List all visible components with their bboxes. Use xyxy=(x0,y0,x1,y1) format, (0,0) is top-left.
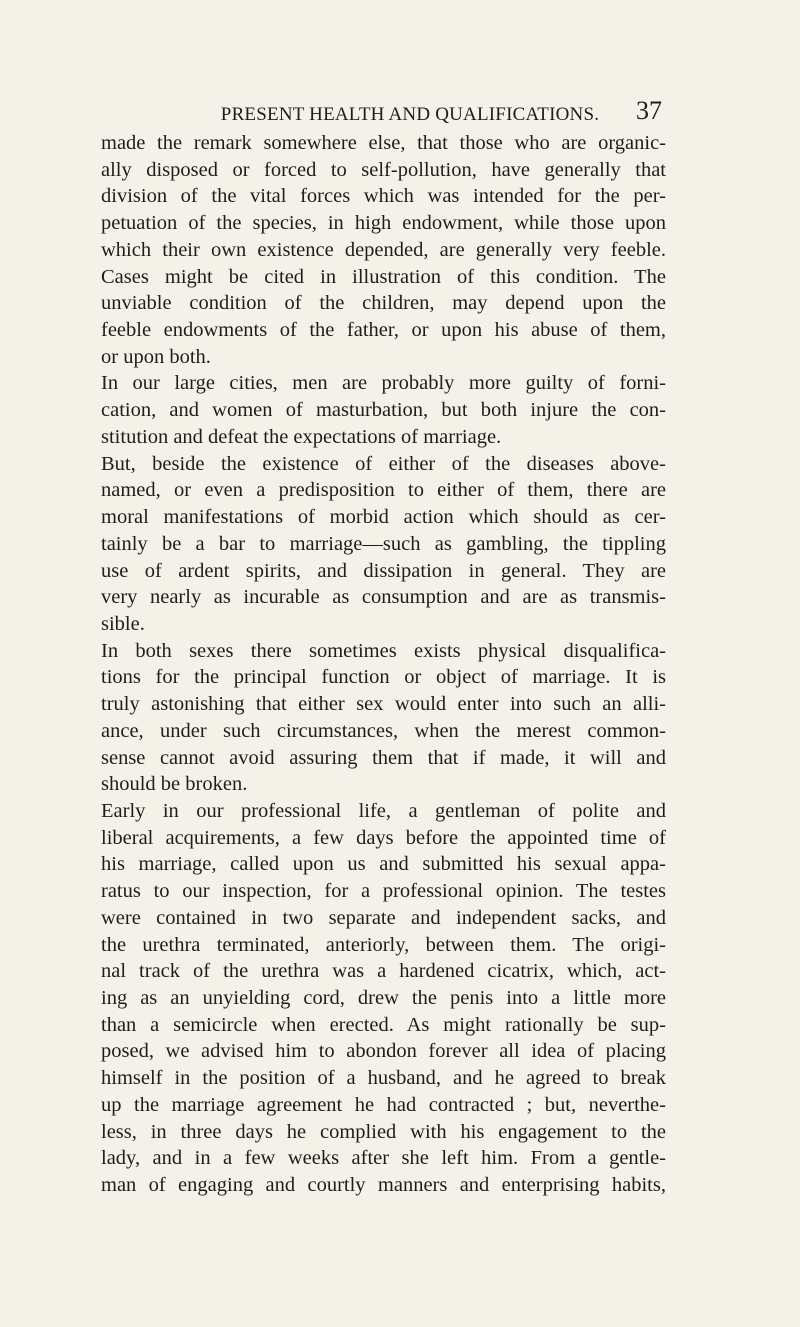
text-line: posed, we advised him to abondon forever all idea of placing xyxy=(101,1040,666,1063)
text-line: should be broken. xyxy=(101,773,248,796)
text-line: than a semicircle when erected. As might rationally be sup- xyxy=(101,1013,666,1036)
text-line: named, or even a predisposition to either of them, there are xyxy=(101,479,666,502)
text-line: ratus to our inspection, for a professional opinion. The testes xyxy=(101,880,666,903)
text-line: In both sexes there sometimes exists physical disqualifica- xyxy=(101,639,666,662)
text-line: But, beside the existence of either of the diseases above- xyxy=(101,452,666,475)
text-line: Early in our professional life, a gentleman of polite and xyxy=(101,799,666,822)
text-line: which their own existence depended, are generally very feeble. xyxy=(101,238,666,261)
text-line: ance, under such circumstances, when the merest common- xyxy=(101,719,666,742)
text-line: up the marriage agreement he had contracted ; but, neverthe- xyxy=(101,1093,666,1116)
text-line: cation, and women of masturbation, but both injure the con- xyxy=(101,399,666,422)
page-number: 37 xyxy=(636,96,662,125)
text-line: stitution and defeat the expectations of marriage. xyxy=(101,425,502,448)
text-line: sense cannot avoid assuring them that if made, it will and xyxy=(101,746,666,769)
text-line: moral manifestations of morbid action which should as cer- xyxy=(101,506,666,529)
running-head: PRESENT HEALTH AND QUALIFICATIONS. xyxy=(220,104,600,125)
text-line: were contained in two separate and independent sacks, and xyxy=(101,906,666,929)
body-text xyxy=(101,130,666,1199)
text-line: made the remark somewhere else, that those who are organic- xyxy=(101,132,666,154)
text-line: man of engaging and courtly manners and enterprising habits, xyxy=(101,1174,666,1197)
text-line: sible. xyxy=(101,612,145,635)
text-line: Cases might be cited in illustration of this condition. The xyxy=(101,265,666,288)
text-line: or upon both. xyxy=(101,345,211,368)
text-line: his marriage, called upon us and submitted his sexual appa- xyxy=(101,853,666,876)
text-line: In our large cities, men are probably more guilty of forni- xyxy=(101,372,666,395)
text-line: division of the vital forces which was intended for the per- xyxy=(101,185,666,208)
text-line: unviable condition of the children, may depend upon the xyxy=(101,292,666,315)
text-line: tions for the principal function or object of marriage. It is xyxy=(101,666,666,689)
text-line: use of ardent spirits, and dissipation in general. They are xyxy=(101,559,666,582)
text-line: tainly be a bar to marriage—such as gambling, the tippling xyxy=(101,532,666,555)
text-line: feeble endowments of the father, or upon his abuse of them, xyxy=(101,319,666,342)
text-line: liberal acquirements, a few days before the appointed time of xyxy=(101,826,666,849)
text-line: truly astonishing that either sex would enter into such an alli- xyxy=(101,693,666,716)
text-line: petuation of the species, in high endowment, while those upon xyxy=(101,212,666,235)
text-line: ing as an unyielding cord, drew the penis into a little more xyxy=(101,987,666,1009)
text-line: very nearly as incurable as consumption and are as transmis- xyxy=(101,586,666,609)
text-line: himself in the position of a husband, and he agreed to break xyxy=(101,1067,666,1090)
text-line: nal track of the urethra was a hardened cicatrix, which, act- xyxy=(101,960,666,983)
text-line: ally disposed or forced to self-pollution, have generally that xyxy=(101,158,666,181)
text-line: lady, and in a few weeks after she left him. From a gentle- xyxy=(101,1147,666,1170)
text-line: the urethra terminated, anteriorly, between them. The origi- xyxy=(101,933,666,956)
text-line: less, in three days he complied with his engagement to the xyxy=(101,1120,666,1143)
